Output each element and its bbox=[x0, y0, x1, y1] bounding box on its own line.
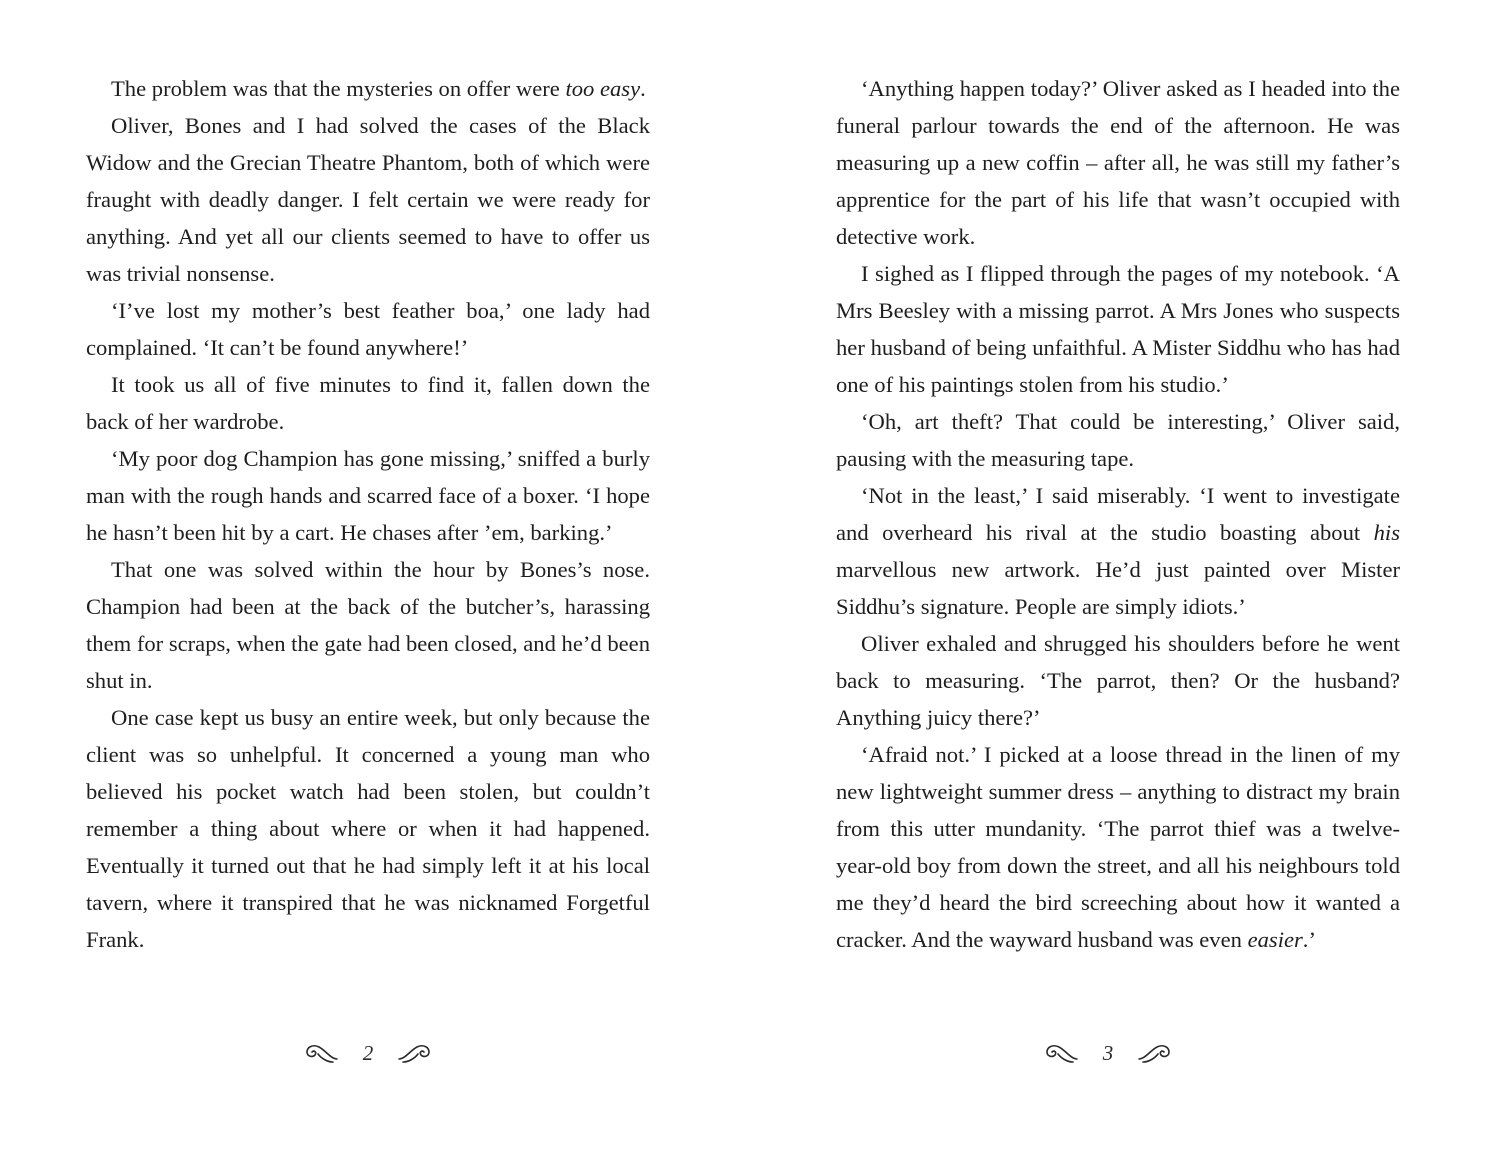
paragraph: It took us all of five minutes to find it, fallen down the back of her wardrobe. bbox=[86, 372, 650, 434]
right-page bbox=[836, 70, 1400, 958]
paragraph: That one was solved within the hour by Bones’s nose. Champion had been at the back of the butcher’s, harassing them for scraps, when the gate had been closed, and he’d been shut in. bbox=[86, 557, 650, 693]
paragraph: Oliver, Bones and I had solved the cases of the Black Widow and the Grecian Theatre Phantom, both of which were fraught with deadly danger. I felt certain we were ready for anything. And yet all our clients seemed to have to offer us was trivial nonsense. bbox=[86, 113, 650, 286]
emphasis: too easy bbox=[565, 76, 641, 101]
paragraph: The problem was that the mysteries on offer were too easy. bbox=[111, 76, 646, 101]
paragraph: I sighed as I flipped through the pages of my notebook. ‘A Mrs Beesley with a missing parrot. A Mrs Jones who suspects her husband of being unfaithful. A Mister Siddhu who has had one of his paintings stolen from his studio.’ bbox=[836, 261, 1400, 397]
paragraph: ‘Not in the least,’ I said miserably. ‘I went to investigate and overheard his rival at the studio boasting about his marvellous new artwork. He’d just painted over Mister Siddhu’s signature. People are simply idiots.’ bbox=[836, 483, 1400, 619]
left-page bbox=[86, 70, 650, 958]
paragraph: ‘I’ve lost my mother’s best feather boa,’ one lady had complained. ‘It can’t be found anywhere!’ bbox=[86, 298, 650, 360]
page-footer-left bbox=[300, 1036, 436, 1070]
swirl-right-icon bbox=[397, 1040, 433, 1066]
swirl-left-icon bbox=[303, 1040, 339, 1066]
paragraph: ‘Afraid not.’ I picked at a loose thread in the linen of my new lightweight summer dress – anything to distract my brain from this utter mundanity. ‘The parrot thief was a twelve-year-old boy from down the street, and all his neighbours told me they’d heard the bird screeching about how it wanted a cracker. And the wayward husband was even easier.’ bbox=[836, 742, 1400, 952]
emphasis: easier bbox=[1247, 927, 1303, 952]
page-number: 2 bbox=[362, 1040, 374, 1065]
swirl-left-icon bbox=[1043, 1040, 1079, 1066]
paragraph: One case kept us busy an entire week, but only because the client was so unhelpful. It concerned a young man who believed his pocket watch had been stolen, but couldn’t remember a thing about where or when it had happened. Eventually it turned out that he had simply left it at his local tavern, where it transpired that he was nicknamed Forgetful Frank. bbox=[86, 705, 650, 952]
page-number: 3 bbox=[1102, 1040, 1114, 1065]
page-footer-right bbox=[1040, 1036, 1176, 1070]
paragraph: ‘Oh, art theft? That could be interesting,’ Oliver said, pausing with the measuring tape. bbox=[836, 409, 1400, 471]
paragraph: ‘My poor dog Champion has gone missing,’ sniffed a burly man with the rough hands and scarred face of a boxer. ‘I hope he hasn’t been hit by a cart. He chases after ’em, barking.’ bbox=[86, 446, 650, 545]
emphasis: his bbox=[1373, 520, 1400, 545]
swirl-right-icon bbox=[1137, 1040, 1173, 1066]
paragraph: Oliver exhaled and shrugged his shoulders before he went back to measuring. ‘The parrot, then? Or the husband? Anything juicy there?’ bbox=[836, 631, 1400, 730]
paragraph: ‘Anything happen today?’ Oliver asked as I headed into the funeral parlour towards the end of the afternoon. He was measuring up a new coffin – after all, he was still my father’s apprentice for the part of his life that wasn’t occupied with detective work. bbox=[836, 76, 1400, 249]
